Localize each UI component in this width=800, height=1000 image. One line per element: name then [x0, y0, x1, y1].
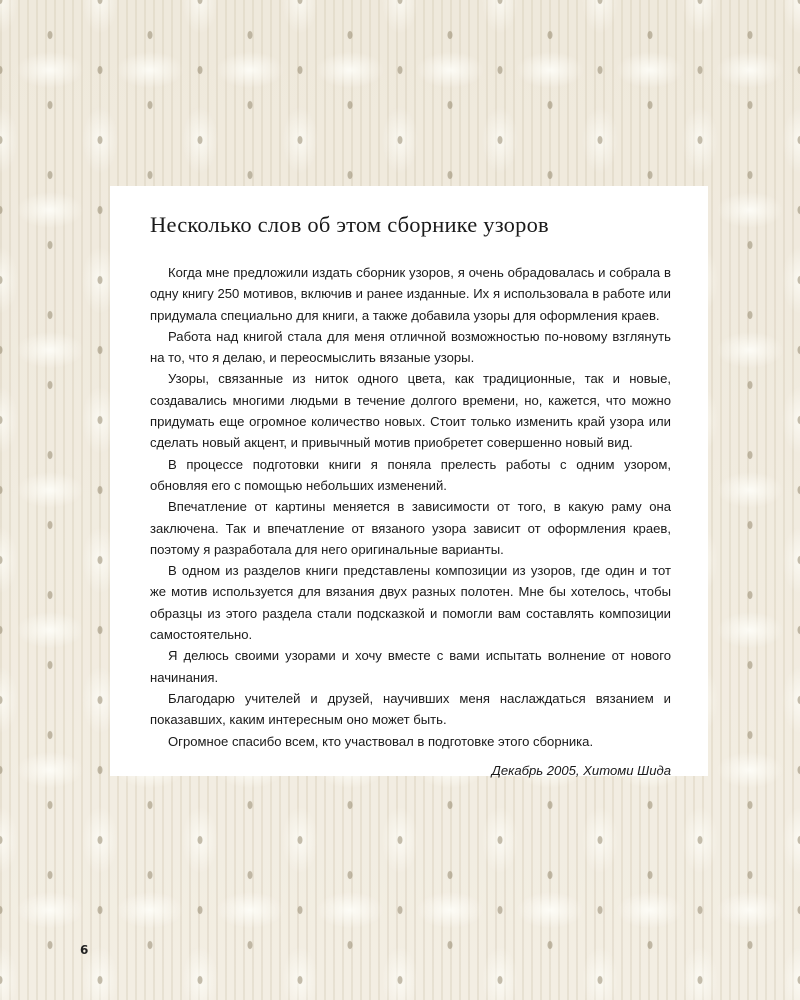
- paragraph: Узоры, связанные из ниток одного цвета, как традиционные, так и новые, создавались многими людьми в течение долгого времени, но, кажется, что можно придумать еще огромное количество новых. Стоит только изменить край узора или сделать новый акцент, и привычный мотив приобретет совершенно новый вид.: [150, 371, 671, 451]
- paragraph: В процессе подготовки книги я поняла прелесть работы с одним узором, обновляя его с помощью небольших изменений.: [150, 456, 671, 493]
- paragraph: Благодарю учителей и друзей, научивших меня наслаждаться вязанием и показавших, каким интересным оно может быть.: [150, 690, 671, 728]
- paragraph: Огромное спасибо всем, кто участвовал в подготовке этого сборника.: [168, 733, 594, 749]
- paragraph: Я делюсь своими узорами и хочу вместе с вами испытать волнение от нового начинания.: [150, 648, 671, 685]
- author-signature: Декабрь 2005, Хитоми Шида: [491, 762, 671, 778]
- text-panel: [110, 186, 708, 776]
- body-text: [150, 262, 671, 752]
- page-number: 6: [80, 943, 89, 957]
- paragraph: Работа над книгой стала для меня отличной возможностью по-новому взглянуть на то, что я делаю, и переосмыслить вязаные узоры.: [150, 328, 671, 366]
- paragraph: Впечатление от картины меняется в зависимости от того, в какую раму она заключена. Так и впечатление от вязаного узора зависит от оформления краев, поэтому я разработала для него оригинальные варианты.: [150, 499, 671, 557]
- page-title: Несколько слов об этом сборнике узоров: [150, 212, 549, 237]
- paragraph: Когда мне предложили издать сборник узоров, я очень обрадовалась и собрала в одну книгу 250 мотивов, включив и ранее изданные. Их я использовала в работе или придумала специально для книги, а также добавила узоры для оформления краев.: [150, 265, 671, 323]
- paragraph: В одном из разделов книги представлены композиции из узоров, где один и тот же мотив используется для вязания двух разных полотен. Мне бы хотелось, чтобы образцы из этого раздела стали подсказкой и помогли вам составлять композиции самостоятельно.: [150, 563, 671, 643]
